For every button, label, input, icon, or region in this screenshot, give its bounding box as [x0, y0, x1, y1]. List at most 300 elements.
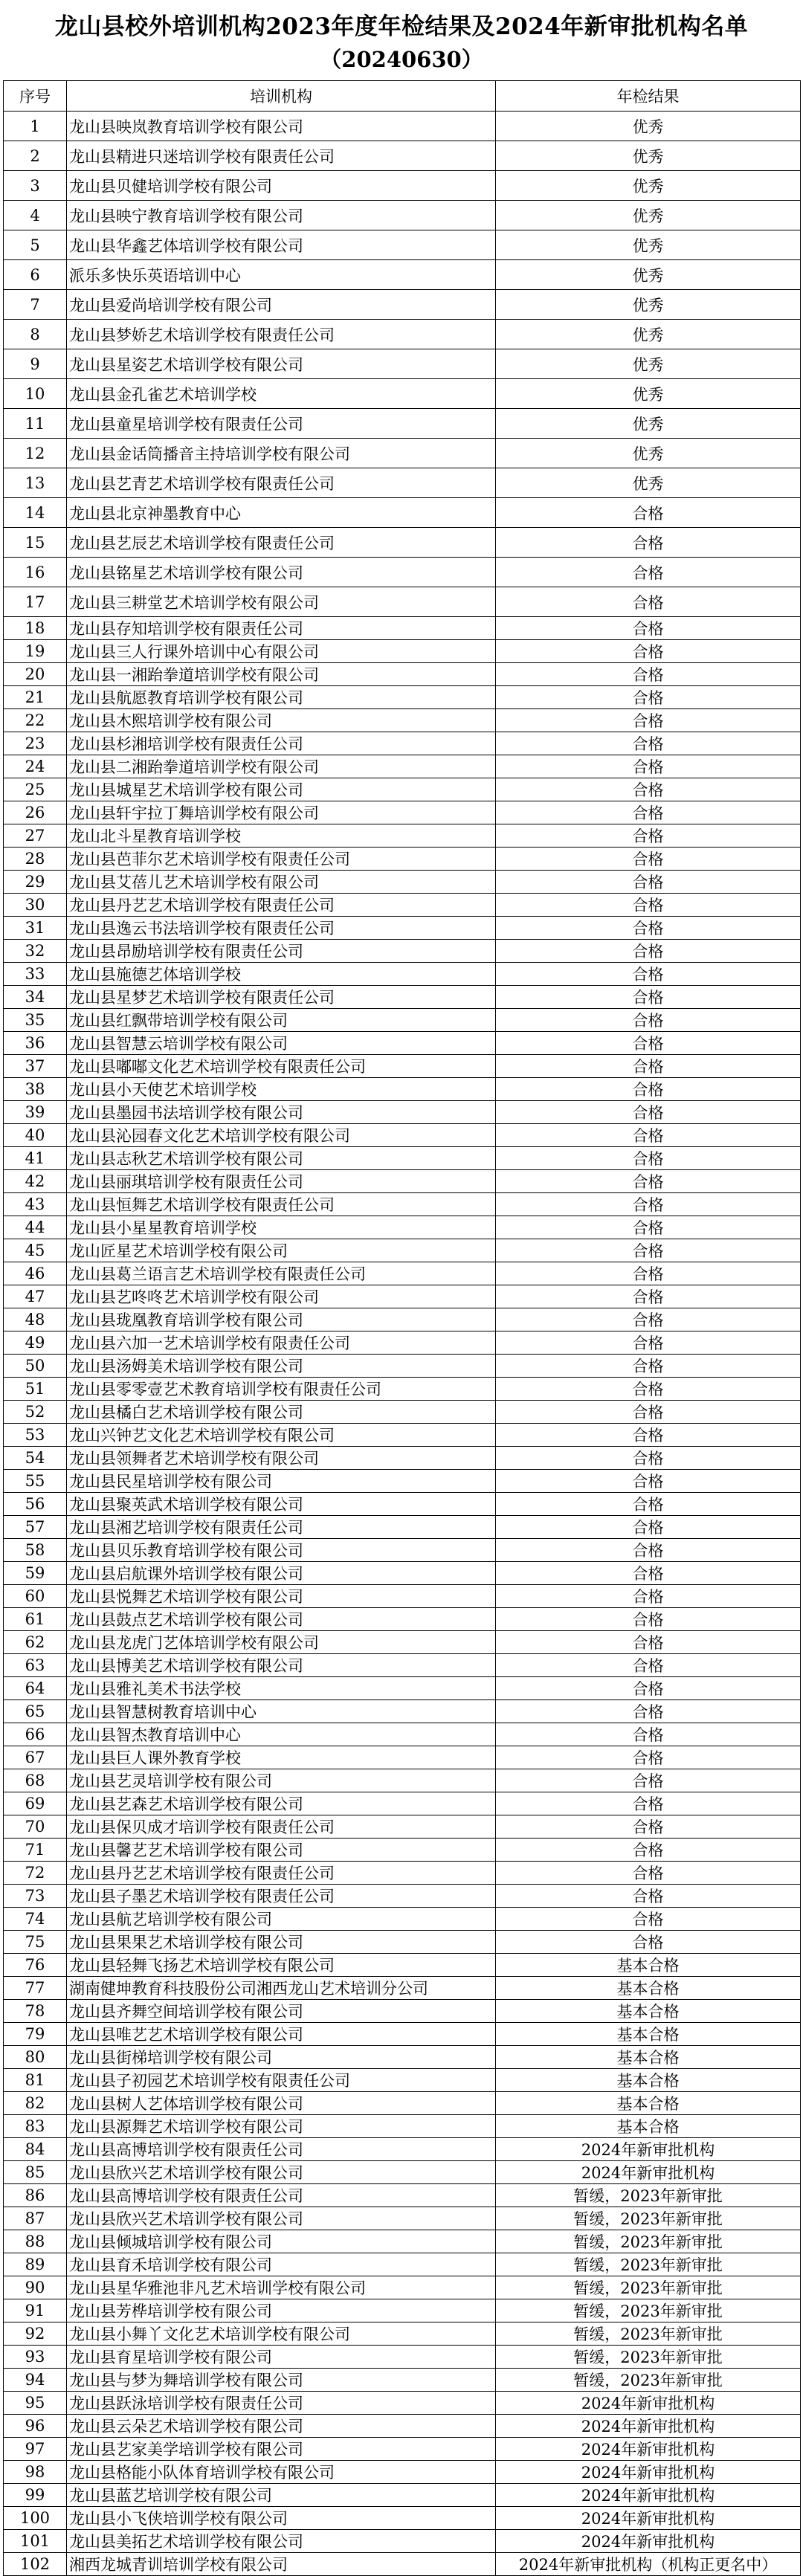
cell-no: 12: [4, 439, 67, 468]
cell-result: 合格: [496, 1147, 801, 1170]
cell-org: 龙山县美拓艺术培训学校有限公司: [67, 2530, 496, 2553]
cell-no: 42: [4, 1170, 67, 1193]
cell-no: 36: [4, 1032, 67, 1055]
cell-no: 61: [4, 1608, 67, 1631]
cell-org: 龙山县树人艺体培训学校有限公司: [67, 2092, 496, 2115]
cell-no: 18: [4, 617, 67, 640]
cell-result: 合格: [496, 1308, 801, 1331]
cell-org: 龙山县欣兴艺术培训学校有限公司: [67, 2207, 496, 2230]
cell-no: 21: [4, 686, 67, 709]
cell-result: 合格: [496, 1700, 801, 1723]
table-row: [4, 1470, 801, 1493]
cell-org: 龙山县铭星艺术培训学校有限公司: [67, 558, 496, 587]
cell-org: 龙山县金孔雀艺术培训学校: [67, 379, 496, 409]
cell-no: 93: [4, 2346, 67, 2369]
table-row: [4, 260, 801, 290]
cell-org: 龙山县艺家美学培训学校有限公司: [67, 2438, 496, 2461]
cell-result: 合格: [496, 1285, 801, 1308]
cell-org: 龙山县高博培训学校有限责任公司: [67, 2138, 496, 2161]
cell-no: 10: [4, 379, 67, 409]
table-row: [4, 1862, 801, 1885]
table-row: [4, 1885, 801, 1908]
cell-org: 龙山县子墨艺术培训学校有限责任公司: [67, 1885, 496, 1908]
cell-result: 合格: [496, 940, 801, 963]
cell-result: 暂缓，2023年新审批: [496, 2276, 801, 2299]
table-row: [4, 2369, 801, 2392]
cell-result: 2024年新审批机构: [496, 2392, 801, 2415]
cell-no: 101: [4, 2530, 67, 2553]
cell-org: 龙山县齐舞空间培训学校有限公司: [67, 2000, 496, 2023]
cell-org: 龙山县艺灵培训学校有限公司: [67, 1769, 496, 1792]
cell-org: 龙山兴钟艺文化艺术培训学校有限公司: [67, 1424, 496, 1447]
cell-no: 23: [4, 732, 67, 755]
cell-org: 龙山县梦娇艺术培训学校有限责任公司: [67, 320, 496, 349]
table-row: [4, 468, 801, 498]
cell-result: 合格: [496, 1470, 801, 1493]
cell-result: 优秀: [496, 379, 801, 409]
cell-org: 龙山县智慧云培训学校有限公司: [67, 1032, 496, 1055]
table-row: [4, 1954, 801, 1977]
cell-org: 龙山县存知培训学校有限责任公司: [67, 617, 496, 640]
cell-no: 7: [4, 290, 67, 320]
table-row: [4, 230, 801, 260]
cell-no: 26: [4, 801, 67, 824]
cell-result: 优秀: [496, 439, 801, 468]
table-row: [4, 1170, 801, 1193]
cell-result: 基本合格: [496, 2023, 801, 2046]
table-row: [4, 1585, 801, 1608]
cell-no: 9: [4, 349, 67, 379]
cell-result: 合格: [496, 1355, 801, 1378]
cell-no: 51: [4, 1378, 67, 1401]
cell-no: 69: [4, 1792, 67, 1815]
cell-org: 龙山县贝乐教育培训学校有限公司: [67, 1539, 496, 1562]
cell-org: 龙山县志秋艺术培训学校有限公司: [67, 1147, 496, 1170]
cell-no: 67: [4, 1746, 67, 1769]
cell-result: 合格: [496, 686, 801, 709]
table-row: [4, 2461, 801, 2484]
cell-no: 11: [4, 409, 67, 439]
cell-org: 龙山县子初园艺术培训学校有限责任公司: [67, 2069, 496, 2092]
cell-no: 99: [4, 2484, 67, 2507]
table-row: [4, 1355, 801, 1378]
cell-org: 龙山县育禾培训学校有限公司: [67, 2253, 496, 2276]
cell-no: 37: [4, 1055, 67, 1078]
table-row: [4, 1331, 801, 1355]
table-row: [4, 1147, 801, 1170]
cell-no: 58: [4, 1539, 67, 1562]
cell-result: 优秀: [496, 141, 801, 171]
cell-result: 暂缓，2023年新审批: [496, 2299, 801, 2322]
cell-no: 76: [4, 1954, 67, 1977]
cell-result: 2024年新审批机构: [496, 2415, 801, 2438]
table-row: [4, 1562, 801, 1585]
cell-no: 77: [4, 1977, 67, 2000]
table-row: [4, 1723, 801, 1746]
cell-result: 优秀: [496, 468, 801, 498]
table-row: [4, 1308, 801, 1331]
cell-org: 龙山县雅礼美术书法学校: [67, 1677, 496, 1700]
cell-org: 龙山县源舞艺术培训学校有限公司: [67, 2115, 496, 2138]
cell-no: 35: [4, 1009, 67, 1032]
table-row: [4, 1516, 801, 1539]
cell-result: 合格: [496, 1723, 801, 1746]
table-row: [4, 1009, 801, 1032]
cell-no: 13: [4, 468, 67, 498]
table-row: [4, 349, 801, 379]
cell-result: 2024年新审批机构: [496, 2507, 801, 2530]
cell-no: 91: [4, 2299, 67, 2322]
cell-result: 合格: [496, 1539, 801, 1562]
cell-org: 龙山县跃泳培训学校有限责任公司: [67, 2392, 496, 2415]
cell-org: 龙山县小星星教育培训学校: [67, 1216, 496, 1239]
cell-result: 合格: [496, 1931, 801, 1954]
cell-result: 合格: [496, 1815, 801, 1839]
cell-org: 龙山县城星艺术培训学校有限公司: [67, 778, 496, 801]
cell-org: 龙山县小舞丫文化艺术培训学校有限公司: [67, 2322, 496, 2346]
cell-org: 龙山县鼓点艺术培训学校有限公司: [67, 1608, 496, 1631]
cell-result: 2024年新审批机构: [496, 2461, 801, 2484]
table-row: [4, 528, 801, 558]
cell-org: 龙山县映岚教育培训学校有限公司: [67, 112, 496, 141]
table-row: [4, 320, 801, 349]
cell-result: 合格: [496, 778, 801, 801]
cell-no: 6: [4, 260, 67, 290]
cell-no: 48: [4, 1308, 67, 1331]
cell-result: 合格: [496, 1631, 801, 1654]
cell-org: 龙山县果果艺术培训学校有限公司: [67, 1931, 496, 1954]
cell-result: 合格: [496, 617, 801, 640]
cell-no: 38: [4, 1078, 67, 1101]
cell-result: 合格: [496, 755, 801, 778]
cell-org: 龙山县北京神墨教育中心: [67, 498, 496, 528]
cell-no: 43: [4, 1193, 67, 1216]
cell-result: 合格: [496, 1862, 801, 1885]
cell-org: 龙山县丽琪培训学校有限责任公司: [67, 1170, 496, 1193]
cell-result: 优秀: [496, 290, 801, 320]
cell-result: 优秀: [496, 260, 801, 290]
cell-result: 暂缓，2023年新审批: [496, 2346, 801, 2369]
table-row: [4, 439, 801, 468]
cell-result: 暂缓，2023年新审批: [496, 2184, 801, 2207]
table-row: [4, 2553, 801, 2576]
table-row: [4, 940, 801, 963]
cell-org: 龙山县唯艺艺术培训学校有限公司: [67, 2023, 496, 2046]
cell-no: 82: [4, 2092, 67, 2115]
cell-result: 暂缓，2023年新审批: [496, 2322, 801, 2346]
table-row: [4, 2438, 801, 2461]
cell-result: 合格: [496, 1424, 801, 1447]
cell-org: 龙山县高博培训学校有限责任公司: [67, 2184, 496, 2207]
cell-org: 龙山县华鑫艺体培训学校有限公司: [67, 230, 496, 260]
cell-result: 合格: [496, 1331, 801, 1355]
cell-org: 龙山县悦舞艺术培训学校有限公司: [67, 1585, 496, 1608]
cell-result: 暂缓，2023年新审批: [496, 2253, 801, 2276]
cell-result: 合格: [496, 1055, 801, 1078]
table-row: [4, 2115, 801, 2138]
cell-result: 合格: [496, 1677, 801, 1700]
cell-org: 龙山县施德艺体培训学校: [67, 963, 496, 986]
table-row: [4, 2138, 801, 2161]
table-row: [4, 171, 801, 201]
cell-org: 龙山县馨艺艺术培训学校有限公司: [67, 1839, 496, 1862]
cell-org: 龙山县杉湘培训学校有限责任公司: [67, 732, 496, 755]
cell-result: 2024年新审批机构: [496, 2161, 801, 2184]
table-row: [4, 1839, 801, 1862]
cell-result: 2024年新审批机构: [496, 2138, 801, 2161]
cell-org: 龙山匠星艺术培训学校有限公司: [67, 1239, 496, 1262]
cell-result: 合格: [496, 663, 801, 686]
cell-result: 暂缓，2023年新审批: [496, 2230, 801, 2253]
cell-no: 88: [4, 2230, 67, 2253]
table-row: [4, 709, 801, 732]
cell-org: 龙山县珑凰教育培训学校有限公司: [67, 1308, 496, 1331]
cell-org: 龙山县芭菲尔艺术培训学校有限责任公司: [67, 848, 496, 871]
table-header-row: [4, 81, 801, 112]
cell-org: 龙山北斗星教育培训学校: [67, 824, 496, 848]
cell-org: 龙山县三耕堂艺术培训学校有限公司: [67, 587, 496, 617]
cell-no: 5: [4, 230, 67, 260]
table-row: [4, 2322, 801, 2346]
cell-no: 17: [4, 587, 67, 617]
cell-result: 合格: [496, 917, 801, 940]
cell-no: 72: [4, 1862, 67, 1885]
cell-result: 合格: [496, 1078, 801, 1101]
table-row: [4, 2507, 801, 2530]
cell-org: 龙山县丹艺艺术培训学校有限责任公司: [67, 1862, 496, 1885]
cell-no: 8: [4, 320, 67, 349]
table-row: [4, 1977, 801, 2000]
cell-result: 基本合格: [496, 2115, 801, 2138]
cell-org: 龙山县领舞者艺术培训学校有限公司: [67, 1447, 496, 1470]
cell-result: 合格: [496, 1792, 801, 1815]
cell-no: 54: [4, 1447, 67, 1470]
cell-no: 65: [4, 1700, 67, 1723]
cell-no: 85: [4, 2161, 67, 2184]
header-no: 序号: [4, 81, 67, 112]
cell-no: 81: [4, 2069, 67, 2092]
cell-result: 合格: [496, 1170, 801, 1193]
cell-result: 合格: [496, 1746, 801, 1769]
table-row: [4, 2184, 801, 2207]
cell-result: 合格: [496, 1885, 801, 1908]
table-row: [4, 2069, 801, 2092]
cell-org: 龙山县保贝成才培训学校有限责任公司: [67, 1815, 496, 1839]
cell-org: 龙山县艺咚咚艺术培训学校有限公司: [67, 1285, 496, 1308]
table-row: [4, 379, 801, 409]
cell-org: 龙山县轩宇拉丁舞培训学校有限公司: [67, 801, 496, 824]
cell-no: 57: [4, 1516, 67, 1539]
cell-result: 基本合格: [496, 2046, 801, 2069]
table-row: [4, 201, 801, 230]
cell-result: 合格: [496, 1447, 801, 1470]
cell-result: 优秀: [496, 230, 801, 260]
cell-no: 32: [4, 940, 67, 963]
cell-result: 合格: [496, 1562, 801, 1585]
table-row: [4, 778, 801, 801]
cell-org: 龙山县金话筒播音主持培训学校有限公司: [67, 439, 496, 468]
cell-no: 46: [4, 1262, 67, 1285]
cell-org: 龙山县蓝艺培训学校有限公司: [67, 2484, 496, 2507]
cell-result: 暂缓，2023年新审批: [496, 2369, 801, 2392]
cell-result: 合格: [496, 1585, 801, 1608]
cell-result: 合格: [496, 1654, 801, 1677]
cell-org: 龙山县小飞侠培训学校有限公司: [67, 2507, 496, 2530]
header-result: 年检结果: [496, 81, 801, 112]
cell-org: 龙山县民星培训学校有限公司: [67, 1470, 496, 1493]
cell-result: 合格: [496, 1608, 801, 1631]
table-row: [4, 2299, 801, 2322]
cell-org: 龙山县逸云书法培训学校有限责任公司: [67, 917, 496, 940]
cell-result: 合格: [496, 871, 801, 894]
cell-result: 2024年新审批机构: [496, 2484, 801, 2507]
cell-org: 龙山县橘白艺术培训学校有限公司: [67, 1401, 496, 1424]
cell-no: 70: [4, 1815, 67, 1839]
cell-no: 97: [4, 2438, 67, 2461]
cell-result: 基本合格: [496, 2092, 801, 2115]
cell-result: 合格: [496, 801, 801, 824]
cell-org: 湖南健坤教育科技股份公司湘西龙山艺术培训分公司: [67, 1977, 496, 2000]
cell-result: 合格: [496, 640, 801, 663]
cell-result: 合格: [496, 528, 801, 558]
table-row: [4, 986, 801, 1009]
table-row: [4, 2415, 801, 2438]
cell-no: 52: [4, 1401, 67, 1424]
cell-org: 龙山县博美艺术培训学校有限公司: [67, 1654, 496, 1677]
cell-no: 3: [4, 171, 67, 201]
cell-no: 84: [4, 2138, 67, 2161]
table-row: [4, 1262, 801, 1285]
title-block: [3, 0, 800, 76]
cell-org: 龙山县智杰教育培训中心: [67, 1723, 496, 1746]
cell-no: 15: [4, 528, 67, 558]
table-row: [4, 1792, 801, 1815]
table-row: [4, 1931, 801, 1954]
cell-result: 合格: [496, 732, 801, 755]
cell-org: 龙山县街梯培训学校有限公司: [67, 2046, 496, 2069]
cell-no: 79: [4, 2023, 67, 2046]
table-row: [4, 2230, 801, 2253]
cell-no: 80: [4, 2046, 67, 2069]
table-row: [4, 894, 801, 917]
cell-result: 基本合格: [496, 2069, 801, 2092]
cell-no: 45: [4, 1239, 67, 1262]
cell-org: 龙山县二湘跆拳道培训学校有限公司: [67, 755, 496, 778]
cell-no: 20: [4, 663, 67, 686]
cell-result: 合格: [496, 1262, 801, 1285]
cell-result: 合格: [496, 1908, 801, 1931]
table-row: [4, 558, 801, 587]
table-row: [4, 2530, 801, 2553]
cell-org: 龙山县艺辰艺术培训学校有限责任公司: [67, 528, 496, 558]
cell-result: 合格: [496, 1032, 801, 1055]
table-row: [4, 1447, 801, 1470]
cell-result: 合格: [496, 1101, 801, 1124]
cell-org: 龙山县爱尚培训学校有限公司: [67, 290, 496, 320]
table-row: [4, 755, 801, 778]
cell-no: 89: [4, 2253, 67, 2276]
cell-no: 60: [4, 1585, 67, 1608]
table-row: [4, 409, 801, 439]
cell-org: 龙山县欣兴艺术培训学校有限公司: [67, 2161, 496, 2184]
cell-no: 75: [4, 1931, 67, 1954]
table-row: [4, 732, 801, 755]
cell-result: 基本合格: [496, 1954, 801, 1977]
cell-result: 合格: [496, 1216, 801, 1239]
cell-result: 2024年新审批机构: [496, 2530, 801, 2553]
results-table: [3, 80, 801, 2576]
cell-result: 基本合格: [496, 2000, 801, 2023]
cell-org: 龙山县精进只迷培训学校有限责任公司: [67, 141, 496, 171]
cell-org: 龙山县汤姆美术培训学校有限公司: [67, 1355, 496, 1378]
table-row: [4, 1815, 801, 1839]
page-subtitle-date: （20240630）: [320, 47, 483, 72]
cell-org: 龙山县巨人课外教育学校: [67, 1746, 496, 1769]
table-row: [4, 1631, 801, 1654]
table-row: [4, 2000, 801, 2023]
cell-org: 龙山县启航课外培训学校有限公司: [67, 1562, 496, 1585]
cell-no: 73: [4, 1885, 67, 1908]
cell-org: 龙山县与梦为舞培训学校有限公司: [67, 2369, 496, 2392]
cell-result: 暂缓，2023年新审批: [496, 2207, 801, 2230]
cell-no: 64: [4, 1677, 67, 1700]
table-row: [4, 848, 801, 871]
table-row: [4, 1493, 801, 1516]
table-row: [4, 1285, 801, 1308]
cell-no: 19: [4, 640, 67, 663]
cell-org: 龙山县云朵艺术培训学校有限公司: [67, 2415, 496, 2438]
table-row: [4, 1677, 801, 1700]
table-row: [4, 2346, 801, 2369]
table-row: [4, 1608, 801, 1631]
cell-no: 63: [4, 1654, 67, 1677]
table-row: [4, 917, 801, 940]
cell-no: 40: [4, 1124, 67, 1147]
cell-result: 合格: [496, 1769, 801, 1792]
cell-org: 龙山县航愿教育培训学校有限公司: [67, 686, 496, 709]
cell-no: 71: [4, 1839, 67, 1862]
cell-org: 龙山县三人行课外培训中心有限公司: [67, 640, 496, 663]
cell-no: 22: [4, 709, 67, 732]
cell-no: 62: [4, 1631, 67, 1654]
cell-org: 龙山县聚英武术培训学校有限公司: [67, 1493, 496, 1516]
cell-result: 合格: [496, 1193, 801, 1216]
cell-org: 龙山县芳桦培训学校有限公司: [67, 2299, 496, 2322]
cell-no: 92: [4, 2322, 67, 2346]
cell-result: 优秀: [496, 201, 801, 230]
cell-org: 龙山县龙虎门艺体培训学校有限公司: [67, 1631, 496, 1654]
cell-no: 29: [4, 871, 67, 894]
cell-no: 47: [4, 1285, 67, 1308]
cell-no: 74: [4, 1908, 67, 1931]
cell-no: 28: [4, 848, 67, 871]
cell-no: 83: [4, 2115, 67, 2138]
cell-no: 90: [4, 2276, 67, 2299]
table-row: [4, 2276, 801, 2299]
table-row: [4, 112, 801, 141]
cell-org: 龙山县木熙培训学校有限公司: [67, 709, 496, 732]
cell-org: 派乐多快乐英语培训中心: [67, 260, 496, 290]
cell-no: 4: [4, 201, 67, 230]
cell-result: 合格: [496, 986, 801, 1009]
cell-result: 合格: [496, 1378, 801, 1401]
cell-no: 102: [4, 2553, 67, 2576]
cell-result: 优秀: [496, 320, 801, 349]
table-row: [4, 1539, 801, 1562]
cell-no: 87: [4, 2207, 67, 2230]
cell-org: 龙山县湘艺培训学校有限责任公司: [67, 1516, 496, 1539]
table-row: [4, 686, 801, 709]
